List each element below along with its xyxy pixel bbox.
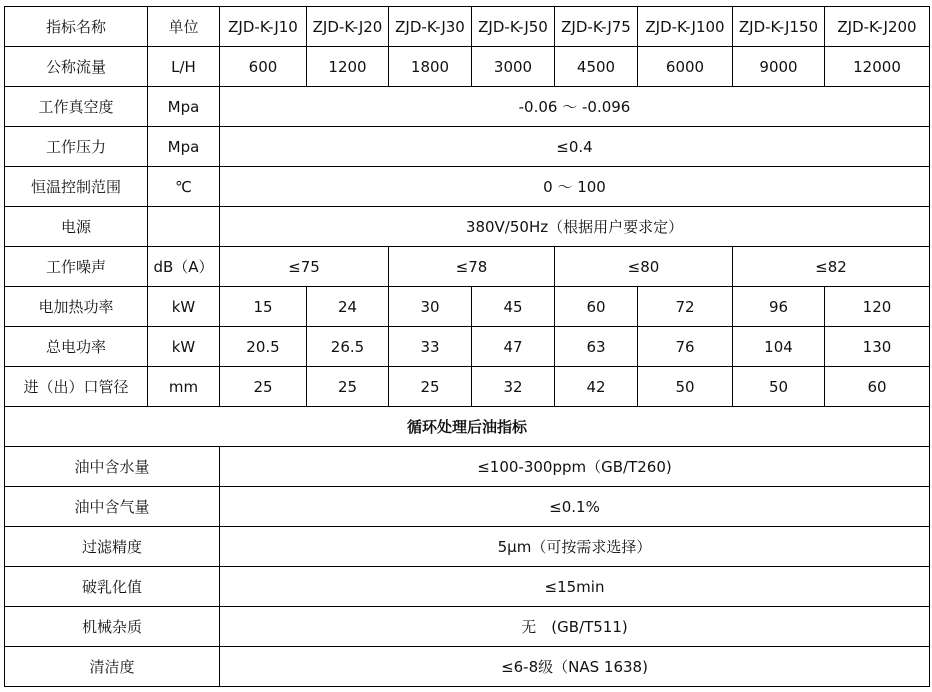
row-unit: Mpa bbox=[148, 127, 220, 167]
row-unit: Mpa bbox=[148, 87, 220, 127]
cell-value: ≤0.4 bbox=[220, 127, 930, 167]
cell-value: 60 bbox=[555, 287, 638, 327]
row-unit: mm bbox=[148, 367, 220, 407]
cell-value: 25 bbox=[307, 367, 389, 407]
row-unit: kW bbox=[148, 327, 220, 367]
row-label: 过滤精度 bbox=[5, 527, 220, 567]
header-row bbox=[5, 7, 930, 47]
row-label: 总电功率 bbox=[5, 327, 148, 367]
total-power-row bbox=[5, 327, 930, 367]
spec-table bbox=[4, 6, 930, 687]
section-title-row bbox=[5, 407, 930, 447]
header-model: ZJD-K-J20 bbox=[307, 7, 389, 47]
cell-value: 25 bbox=[389, 367, 472, 407]
header-model: ZJD-K-J30 bbox=[389, 7, 472, 47]
cell-value: 42 bbox=[555, 367, 638, 407]
header-model: ZJD-K-J75 bbox=[555, 7, 638, 47]
cell-value: 50 bbox=[733, 367, 825, 407]
row-label: 恒温控制范围 bbox=[5, 167, 148, 207]
vacuum-row bbox=[5, 87, 930, 127]
cell-value: ≤75 bbox=[220, 247, 389, 287]
header-model: ZJD-K-J200 bbox=[825, 7, 930, 47]
cell-value: 72 bbox=[638, 287, 733, 327]
cell-value: 6000 bbox=[638, 47, 733, 87]
row-unit: dB（A） bbox=[148, 247, 220, 287]
header-param: 指标名称 bbox=[5, 7, 148, 47]
header-model: ZJD-K-J100 bbox=[638, 7, 733, 47]
row-label: 油中含气量 bbox=[5, 487, 220, 527]
cell-value: 1200 bbox=[307, 47, 389, 87]
cell-value: 130 bbox=[825, 327, 930, 367]
cell-value: 15 bbox=[220, 287, 307, 327]
cell-value: 25 bbox=[220, 367, 307, 407]
row-label: 清洁度 bbox=[5, 647, 220, 687]
row-label: 电加热功率 bbox=[5, 287, 148, 327]
row-label: 公称流量 bbox=[5, 47, 148, 87]
cell-value: 63 bbox=[555, 327, 638, 367]
header-model: ZJD-K-J10 bbox=[220, 7, 307, 47]
cell-value: 3000 bbox=[472, 47, 555, 87]
header-model: ZJD-K-J150 bbox=[733, 7, 825, 47]
cell-value: 96 bbox=[733, 287, 825, 327]
row-label: 工作压力 bbox=[5, 127, 148, 167]
oil-row bbox=[5, 567, 930, 607]
cell-value: 20.5 bbox=[220, 327, 307, 367]
cell-value: 33 bbox=[389, 327, 472, 367]
cell-value: 无 (GB/T511) bbox=[220, 607, 930, 647]
cell-value: 26.5 bbox=[307, 327, 389, 367]
row-label: 破乳化值 bbox=[5, 567, 220, 607]
noise-row bbox=[5, 247, 930, 287]
cell-value: ≤6-8级（NAS 1638) bbox=[220, 647, 930, 687]
cell-value: ≤15min bbox=[220, 567, 930, 607]
cell-value: -0.06 ～ -0.096 bbox=[220, 87, 930, 127]
cell-value: ≤0.1% bbox=[220, 487, 930, 527]
cell-value: 32 bbox=[472, 367, 555, 407]
temp-row bbox=[5, 167, 930, 207]
cell-value: ≤80 bbox=[555, 247, 733, 287]
cell-value: 24 bbox=[307, 287, 389, 327]
oil-row bbox=[5, 447, 930, 487]
row-label: 机械杂质 bbox=[5, 607, 220, 647]
cell-value: ≤82 bbox=[733, 247, 930, 287]
row-label: 电源 bbox=[5, 207, 148, 247]
row-label: 进（出）口管径 bbox=[5, 367, 148, 407]
cell-value: 5μm（可按需求选择） bbox=[220, 527, 930, 567]
pressure-row bbox=[5, 127, 930, 167]
row-unit: kW bbox=[148, 287, 220, 327]
cell-value: 60 bbox=[825, 367, 930, 407]
row-label: 油中含水量 bbox=[5, 447, 220, 487]
cell-value: 0 ～ 100 bbox=[220, 167, 930, 207]
cell-value: ≤78 bbox=[389, 247, 555, 287]
pipe-row bbox=[5, 367, 930, 407]
cell-value: 30 bbox=[389, 287, 472, 327]
cell-value: 600 bbox=[220, 47, 307, 87]
oil-row bbox=[5, 647, 930, 687]
cell-value: 380V/50Hz（根据用户要求定） bbox=[220, 207, 930, 247]
flow-row bbox=[5, 47, 930, 87]
row-unit: ℃ bbox=[148, 167, 220, 207]
row-label: 工作噪声 bbox=[5, 247, 148, 287]
row-unit bbox=[148, 207, 220, 247]
power-supply-row bbox=[5, 207, 930, 247]
cell-value: ≤100-300ppm（GB/T260) bbox=[220, 447, 930, 487]
oil-row bbox=[5, 487, 930, 527]
cell-value: 120 bbox=[825, 287, 930, 327]
cell-value: 50 bbox=[638, 367, 733, 407]
cell-value: 104 bbox=[733, 327, 825, 367]
heating-row bbox=[5, 287, 930, 327]
cell-value: 76 bbox=[638, 327, 733, 367]
header-model: ZJD-K-J50 bbox=[472, 7, 555, 47]
cell-value: 1800 bbox=[389, 47, 472, 87]
oil-row bbox=[5, 607, 930, 647]
cell-value: 12000 bbox=[825, 47, 930, 87]
cell-value: 9000 bbox=[733, 47, 825, 87]
cell-value: 45 bbox=[472, 287, 555, 327]
row-label: 工作真空度 bbox=[5, 87, 148, 127]
section-title: 循环处理后油指标 bbox=[5, 407, 930, 447]
row-unit: L/H bbox=[148, 47, 220, 87]
header-unit: 单位 bbox=[148, 7, 220, 47]
cell-value: 47 bbox=[472, 327, 555, 367]
oil-row bbox=[5, 527, 930, 567]
cell-value: 4500 bbox=[555, 47, 638, 87]
